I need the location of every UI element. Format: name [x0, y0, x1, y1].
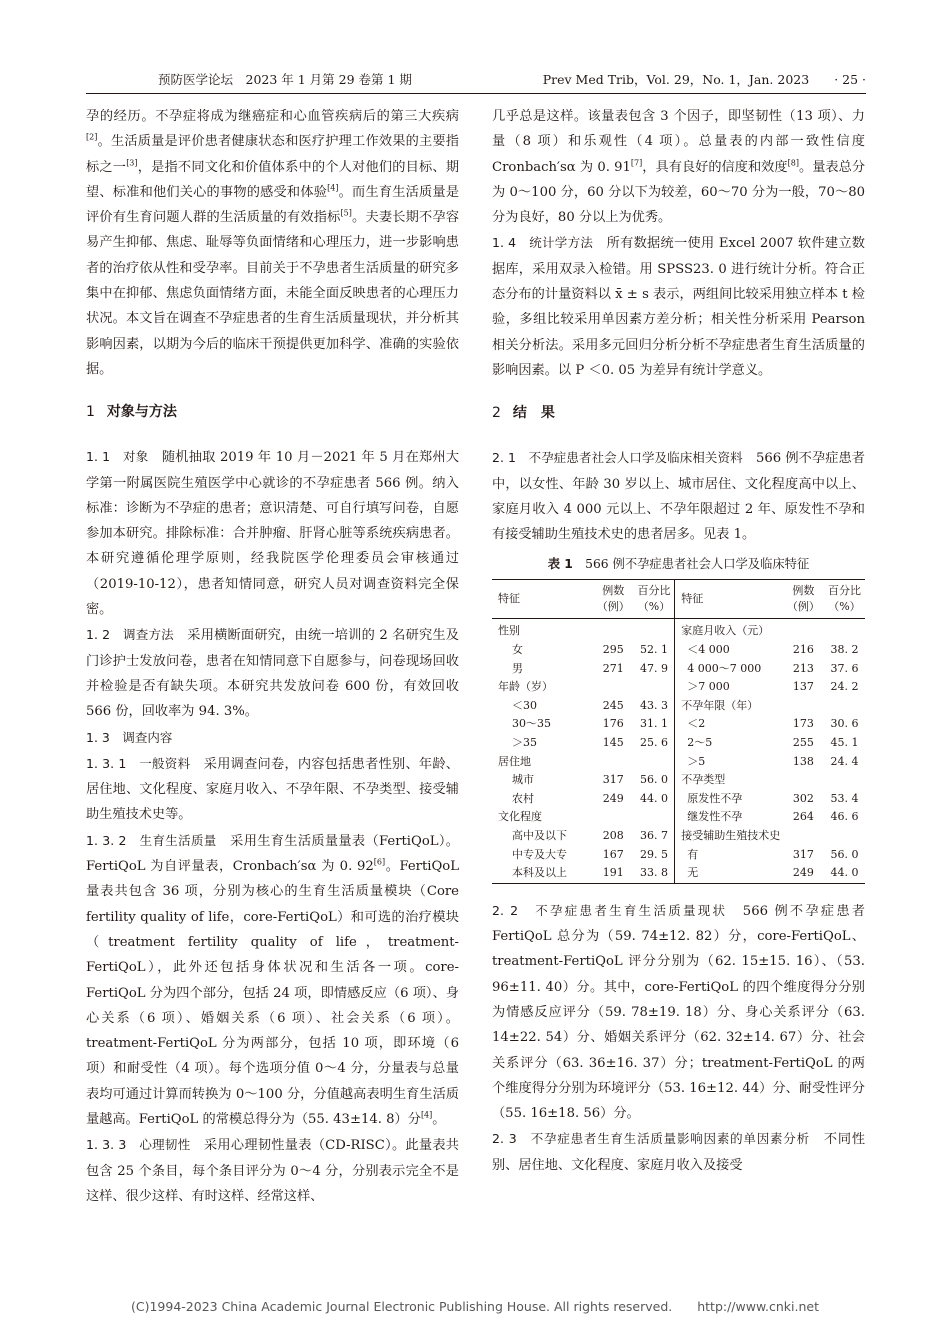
table-percent: 24. 2: [830, 680, 859, 694]
citation-ref[interactable]: [4]: [420, 1110, 433, 1120]
table-percent: 38. 2: [830, 643, 859, 657]
table-category: 不孕年限（年）: [675, 697, 783, 716]
subsection-demographics: 2. 1 不孕症患者社会人口学及临床相关资料 566 例不孕症患者中，以女性、年龄 30 岁以上、城市居住、文化程度高中以上、家庭月收入 4 000 元以上、不孕年限超过 2 年、原发性不孕和有接受辅助生殖技术史的患者居多。见表 1。: [492, 450, 865, 543]
table-caption: 表 1 566 例不孕症患者社会人口学及临床特征: [547, 557, 810, 572]
copyright-footer: (C)1994-2023 China Academic Journal Electronic Publishing House. All rights reserved. http://www.cnki.net: [130, 1299, 820, 1314]
col-header-count: 例数 （例）: [593, 580, 634, 619]
table-subcategory: 无: [675, 864, 783, 883]
table-subcategory: 高中及以下: [512, 828, 567, 842]
subsection-survey-method: 1. 2 调查方法 采用横断面研究，由统一培训的 2 名研究生及门诊护士发放问卷，患者在知情同意下自愿参与，问卷现场回收并检验是否有缺失项。本研究共发放问卷 600 份，有效回收 566 份，回收率为 94. 3%。: [86, 627, 459, 720]
table-subcategory: ＜2: [675, 715, 783, 734]
table-count: 216: [792, 643, 814, 657]
table-percent: [824, 827, 865, 846]
table-subcategory: 本科及以上: [492, 864, 593, 883]
table-row: [492, 715, 865, 734]
table-percent: 56. 0: [639, 773, 668, 787]
table-count: 245: [602, 698, 624, 712]
table-percent: [634, 619, 675, 641]
table-percent: [824, 619, 865, 641]
table-subcategory: 2～5: [675, 734, 783, 753]
table-subcategory: ＞35: [512, 736, 537, 750]
table-row: [492, 641, 865, 660]
left-column: [86, 104, 459, 1209]
table-percent: 46. 6: [830, 810, 859, 824]
table-count: 249: [602, 791, 624, 805]
table-count: [783, 771, 824, 790]
table-count: 173: [792, 717, 814, 731]
table-percent: 45. 1: [830, 736, 859, 750]
table-subcategory: 有: [675, 846, 783, 865]
table-row: [492, 660, 865, 679]
table-subcategory: 女: [512, 643, 523, 657]
col-header-percent: 百分比 （%）: [824, 580, 865, 619]
table-percent: [634, 678, 675, 697]
table-category: 性别: [498, 624, 520, 638]
table-subcategory: ＞5: [675, 753, 783, 772]
table-count: [593, 619, 634, 641]
table-percent: 24. 4: [830, 754, 859, 768]
table-count: 317: [602, 773, 624, 787]
table-row: [492, 808, 865, 827]
table-count: 213: [792, 661, 814, 675]
table-percent: 36. 7: [639, 828, 668, 842]
table-count: 271: [602, 661, 624, 675]
table-count: 249: [783, 864, 824, 883]
table-row: [492, 771, 865, 790]
table-row: [492, 827, 865, 846]
col-header-feature: 特征: [675, 580, 783, 619]
table-subcategory: 4 000～7 000: [675, 660, 783, 679]
citation-ref[interactable]: [7]: [630, 158, 643, 168]
table-count: 176: [602, 717, 624, 731]
table-percent: 53. 4: [830, 791, 859, 805]
table-count: 138: [792, 754, 814, 768]
table-count: 264: [792, 810, 814, 824]
table-category: 家庭月收入（元）: [675, 619, 783, 641]
table-subcategory: ＜30: [512, 698, 537, 712]
subsection-fertiqol: 1. 3. 2 生育生活质量 采用生育生活质量量表（FertiQoL）。FertiQoL 为自评量表，Cronbach′sα 为 0. 92[6]。FertiQoL 量表共包含 36 项，分别为核心的生育生活质量模块（Core fertility quality of life，core-FertiQoL）和可选的治疗模块（treatment fertility quality of life，treatment-FertiQoL），此外还包括身体状况和生活各一项。core-FertiQoL 分为四个部分，包括 24 项，即情感反应（6 项）、身心关系（6 项）、婚姻关系（6 项）、社会关系（6 项）。treatment-FertiQoL 分为两部分，包括 10 项，即环境（6 项）和耐受性（4 项）。每个选项分值 0～4 分，分量表与总量表均可通过计算而转换为 0～100 分，分值越高表明生育生活质量越高。FertiQoL 的常模总得分为（55. 43±14. 8）分[4]。: [86, 832, 460, 1127]
citation-ref[interactable]: [6]: [373, 857, 386, 867]
table-count: [593, 808, 634, 827]
table-count: [783, 619, 824, 641]
table-count: [783, 697, 824, 716]
table-subcategory: 30～35: [512, 717, 551, 731]
table-percent: 37. 6: [830, 661, 859, 675]
table-count: 302: [792, 791, 814, 805]
demographics-table: [492, 579, 865, 883]
table-percent: 25. 6: [639, 736, 668, 750]
table-count: 167: [602, 847, 624, 861]
table-percent: 30. 6: [830, 717, 859, 731]
table-category: 不孕类型: [675, 771, 783, 790]
table-row: [492, 864, 865, 883]
table-row: [492, 619, 865, 641]
table-subcategory: 原发性不孕: [675, 790, 783, 809]
table-category: 文化程度: [498, 810, 542, 824]
journal-issue: 预防医学论坛 2023 年 1 月第 29 卷第 1 期: [158, 72, 412, 87]
table-percent: 33. 8: [634, 864, 675, 883]
table-count: 191: [593, 864, 634, 883]
table-subcategory: 农村: [512, 791, 534, 805]
table-percent: [634, 808, 675, 827]
table-percent: [824, 771, 865, 790]
subsection-resilience: 1. 3. 3 心理韧性 采用心理韧性量表（CD-RISC）。此量表共包含 25 个条目，每个条目评分为 0～4 分，分别表示完全不是这样、很少这样、有时这样、经常这样、: [86, 1137, 459, 1204]
table-percent: 44. 0: [639, 791, 668, 805]
table-percent: 31. 1: [639, 717, 668, 731]
table-percent: 47. 9: [639, 661, 668, 675]
table-percent: 43. 3: [639, 698, 668, 712]
table-count: 145: [602, 736, 624, 750]
intro-paragraph: 孕的经历。不孕症将成为继癌症和心血管疾病后的第三大疾病[2]。生活质量是评价患者健康状态和医疗护理工作效果的主要指标之一[3]，是指不同文化和价值体系中的个人对他们的目标、期望、标准和他们关心的事物的感受和体验[4]。而生育生活质量是评价有生育问题人群的生活质量的有效指标[5]。夫妻长期不孕容易产生抑郁、焦虑、耻辱等负面情绪和心理压力，进一步影响患者的治疗依从性和受孕率。目前关于不孕患者生活质量的研究多集中在抑郁、焦虑负面情绪方面，未能全面反映患者的心理压力状况。本文旨在调查不孕症患者的生育生活质量现状，并分析其影响因素，以期为今后的临床干预提供更加科学、准确的实验依据。: [86, 109, 460, 377]
table-subcategory: 男: [512, 661, 523, 675]
table-percent: 44. 0: [824, 864, 865, 883]
table-count: 295: [602, 643, 624, 657]
running-header: [86, 70, 866, 92]
citation-ref[interactable]: [3]: [126, 158, 138, 168]
table-percent: [824, 697, 865, 716]
subsection-univariate: 2. 3 不孕症患者生育生活质量影响因素的单因素分析 不同性别、居住地、文化程度、家庭月收入及接受: [492, 1131, 866, 1173]
subsection-statistics: 1. 4 统计学方法 所有数据统一使用 Excel 2007 软件建立数据库，采用双录入检错。用 SPSS23. 0 进行统计分析。符合正态分布的计量资料以 x̄ ± s 表示，两组间比较采用独立样本 t 检验，多组比较采用单因素方差分析；相关性分析采用 Pearson 相关分析法。采用多元回归分析分析不孕症患者生育生活质量的影响因素。以 P ＜0. 05 为差异有统计学意义。: [492, 235, 865, 378]
subsection-fertiqol-status: 2. 2 不孕症患者生育生活质量现状 566 例不孕症患者 FertiQoL 总分为（59. 74±12. 82）分，core-FertiQoL、treatment-FertiQoL 评分分别为（62. 15±15. 16）、（53. 96±11. 40）分。其中，core-FertiQoL 的四个维度得分分别为情感反应评分（59. 78±19. 18）分、身心关系评分（63. 14±22. 54）分、婚姻关系评分（62. 32±14. 67）分、社会关系评分（63. 36±16. 37）分；treatment-FertiQoL 的两个维度得分分别为环境评分（53. 16±12. 44）分、耐受性评分（55. 16±18. 56）分。: [492, 902, 865, 1122]
citation-ref[interactable]: [8]: [787, 158, 799, 168]
table-percent: [634, 753, 675, 772]
table-subcategory: ＞7 000: [675, 678, 783, 697]
col-header-count: 例数 （例）: [783, 580, 824, 619]
col-header-percent: 百分比 （%）: [634, 580, 675, 619]
table-count: [593, 753, 634, 772]
table-row: [492, 753, 865, 772]
section-heading-methods: 1 对象与方法: [86, 404, 177, 421]
section-heading-results: 2 结 果: [492, 405, 555, 422]
subsection-subjects: 1. 1 对象 随机抽取 2019 年 10 月－2021 年 5 月在郑州大学第一附属医院生殖医学中心就诊的不孕症患者 566 例。纳入标准：诊断为不孕症的患者；意识清楚、可自行填写问卷，自愿参加本研究。排除标准：合并肿瘤、肝肾心脏等系统疾病患者。本研究遵循伦理学原则，经我院医学伦理委员会审核通过（2019-10-12），患者知情同意，研究人员对调查资料完全保密。: [86, 449, 459, 618]
citation-ref[interactable]: [4]: [327, 183, 339, 193]
table-count: 137: [792, 680, 814, 694]
table-count: 317: [792, 847, 814, 861]
table-count: 208: [602, 828, 624, 842]
col-header-feature: 特征: [492, 580, 593, 619]
resilience-continued: 几乎总是这样。该量表包含 3 个因子，即坚韧性（13 项）、力量（8 项）和乐观性（4 项）。总量表的内部一致性信度 Cronbach′sα 为 0. 91[7]，具有良好的信度和效度[8]。量表总分为 0～100 分，60 分以下为较差，60～70 分为一般，70～80 分为良好，80 分以上为优秀。: [492, 109, 866, 226]
subsection-survey-content: 1. 3 调查内容: [86, 729, 173, 745]
table-subcategory: 城市: [512, 773, 534, 787]
table-percent: 52. 1: [639, 643, 668, 657]
journal-citation: Prev Med Trib，Vol. 29，No. 1，Jan. 2023 · 25 ·: [542, 72, 866, 87]
table-percent: 56. 0: [830, 847, 859, 861]
table-count: 255: [792, 736, 814, 750]
table-row: [492, 846, 865, 865]
citation-ref[interactable]: [2]: [86, 132, 98, 142]
subsection-general-info: 1. 3. 1 一般资料 采用调查问卷，内容包括患者性别、年龄、居住地、文化程度、家庭月收入、不孕年限、不孕类型、接受辅助生殖技术史等。: [86, 755, 459, 823]
table-row: [492, 697, 865, 716]
table-row: [492, 790, 865, 809]
table-category: 年龄（岁）: [498, 680, 553, 694]
table-percent: 29. 5: [639, 847, 668, 861]
header-rule: [86, 93, 866, 94]
table-header-row: [492, 580, 865, 619]
table-count: [783, 827, 824, 846]
citation-ref[interactable]: [5]: [340, 208, 352, 218]
right-column: [492, 104, 865, 1178]
table-subcategory: ＜4 000: [675, 641, 783, 660]
table-subcategory: 继发性不孕: [675, 808, 783, 827]
table-count: [593, 678, 634, 697]
table-row: [492, 734, 865, 753]
table-row: [492, 678, 865, 697]
table-category: 接受辅助生殖技术史: [675, 827, 783, 846]
table-category: 居住地: [498, 754, 531, 768]
table-subcategory: 中专及大专: [512, 847, 567, 861]
